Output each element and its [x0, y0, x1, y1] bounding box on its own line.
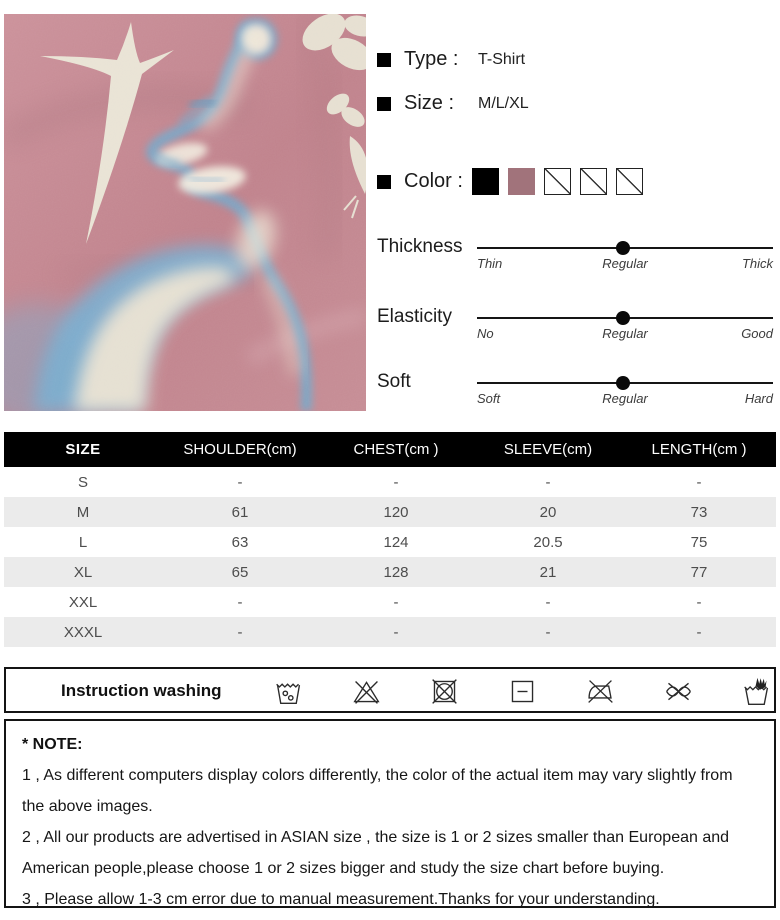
product-photo: [4, 14, 366, 411]
header-size: SIZE: [4, 432, 162, 467]
slider-dot: [616, 241, 630, 255]
cell: -: [545, 593, 551, 611]
slider-dot: [616, 376, 630, 390]
size-value: M/L/XL: [478, 94, 529, 112]
cell: -: [696, 473, 702, 491]
cell: -: [318, 617, 474, 647]
size-row: [377, 92, 529, 115]
cell: XL: [4, 557, 162, 587]
cell: 20: [474, 497, 622, 527]
cell: 124: [383, 533, 409, 551]
cell: -: [237, 473, 243, 491]
color-swatch-black: [472, 168, 499, 195]
type-label: Type :: [404, 48, 459, 70]
color-swatch-empty: [616, 168, 643, 195]
cell: -: [474, 617, 622, 647]
table-row: [4, 527, 776, 557]
slider-dot: [616, 311, 630, 325]
cell: -: [237, 593, 243, 611]
color-swatch-empty: [580, 168, 607, 195]
mark-soft: Soft: [477, 391, 501, 406]
size-chart-table: [4, 432, 776, 647]
washing-title: Instruction washing: [61, 681, 222, 700]
mark-good: Good: [741, 326, 773, 341]
header-chest: CHEST(cm ): [318, 432, 474, 467]
table-row: [4, 557, 776, 587]
square-bullet-icon: [377, 53, 391, 67]
elasticity-label: Elasticity: [377, 306, 452, 327]
thickness-label: Thickness: [377, 236, 463, 257]
color-swatch-empty: [544, 168, 571, 195]
header-shoulder: SHOULDER(cm): [162, 432, 318, 467]
cell: -: [622, 617, 776, 647]
color-label: Color :: [404, 170, 463, 192]
mark-no: No: [477, 326, 494, 341]
cell: 77: [622, 557, 776, 587]
table-row: [4, 617, 776, 647]
note-line-1: 1 , As different computers display colors differently, the color of the actual item may vary slightly from the above images.: [22, 767, 733, 815]
cell: -: [696, 593, 702, 611]
size-label: Size :: [404, 92, 455, 114]
do-not-iron-icon: [585, 675, 616, 708]
table-row: [4, 587, 776, 617]
do-not-bleach-icon: [351, 675, 382, 708]
cell: -: [545, 473, 551, 491]
mark-regular: Regular: [602, 391, 648, 406]
cell: -: [393, 473, 399, 491]
note-line-2: 2 , All our products are advertised in ASIAN size , the size is 1 or 2 sizes smaller than European and American people,please choose 1 or 2 sizes bigger and study the size chart before buying.: [22, 829, 730, 877]
cell: -: [162, 617, 318, 647]
table-row: [4, 467, 776, 497]
cell: 63: [231, 533, 249, 551]
do-not-wring-icon: [663, 675, 694, 708]
color-swatch-mauve: [508, 168, 535, 195]
machine-wash-icon: [273, 675, 304, 708]
cell: 61: [162, 497, 318, 527]
dry-flat-icon: [507, 675, 538, 708]
note-line-3: 3 , Please allow 1-3 cm error due to manual measurement.Thanks for your understanding.: [22, 891, 660, 908]
cell: L: [78, 533, 88, 551]
note-title: * NOTE:: [22, 736, 83, 753]
mark-thick: Thick: [741, 256, 773, 271]
cell: S: [77, 473, 88, 491]
cell: XXXL: [4, 617, 162, 647]
soft-slider: [377, 369, 776, 419]
cell: 21: [474, 557, 622, 587]
cell: 120: [318, 497, 474, 527]
header-sleeve: SLEEVE(cm): [474, 432, 622, 467]
cell: 75: [690, 533, 708, 551]
square-bullet-icon: [377, 97, 391, 111]
table-row: [4, 497, 776, 527]
type-row: [377, 48, 525, 71]
tshirt-print-image: [4, 14, 366, 411]
slider-track: [477, 317, 773, 319]
cell: M: [4, 497, 162, 527]
note-box: [4, 719, 776, 908]
header-length: LENGTH(cm ): [622, 432, 776, 467]
cell: 73: [622, 497, 776, 527]
washing-instructions-box: [4, 667, 776, 713]
cell: 20.5: [533, 533, 563, 551]
soft-label: Soft: [377, 371, 411, 392]
type-value: T-Shirt: [478, 50, 526, 68]
mark-thin: Thin: [477, 256, 503, 271]
thickness-slider: [377, 234, 776, 284]
cell: XXL: [68, 593, 98, 611]
hand-wash-icon: [741, 675, 772, 708]
color-swatches: [472, 168, 643, 195]
mark-regular: Regular: [602, 326, 648, 341]
cell: 128: [318, 557, 474, 587]
slider-track: [477, 247, 773, 249]
square-bullet-icon: [377, 175, 391, 189]
color-row: [377, 168, 643, 195]
table-header-row: [4, 432, 776, 467]
mark-hard: Hard: [744, 391, 773, 406]
cell: -: [393, 593, 399, 611]
cell: 65: [162, 557, 318, 587]
elasticity-slider: [377, 304, 776, 354]
washing-icons: [273, 675, 772, 708]
slider-track: [477, 382, 773, 384]
mark-regular: Regular: [602, 256, 648, 271]
do-not-tumble-dry-icon: [429, 675, 460, 708]
